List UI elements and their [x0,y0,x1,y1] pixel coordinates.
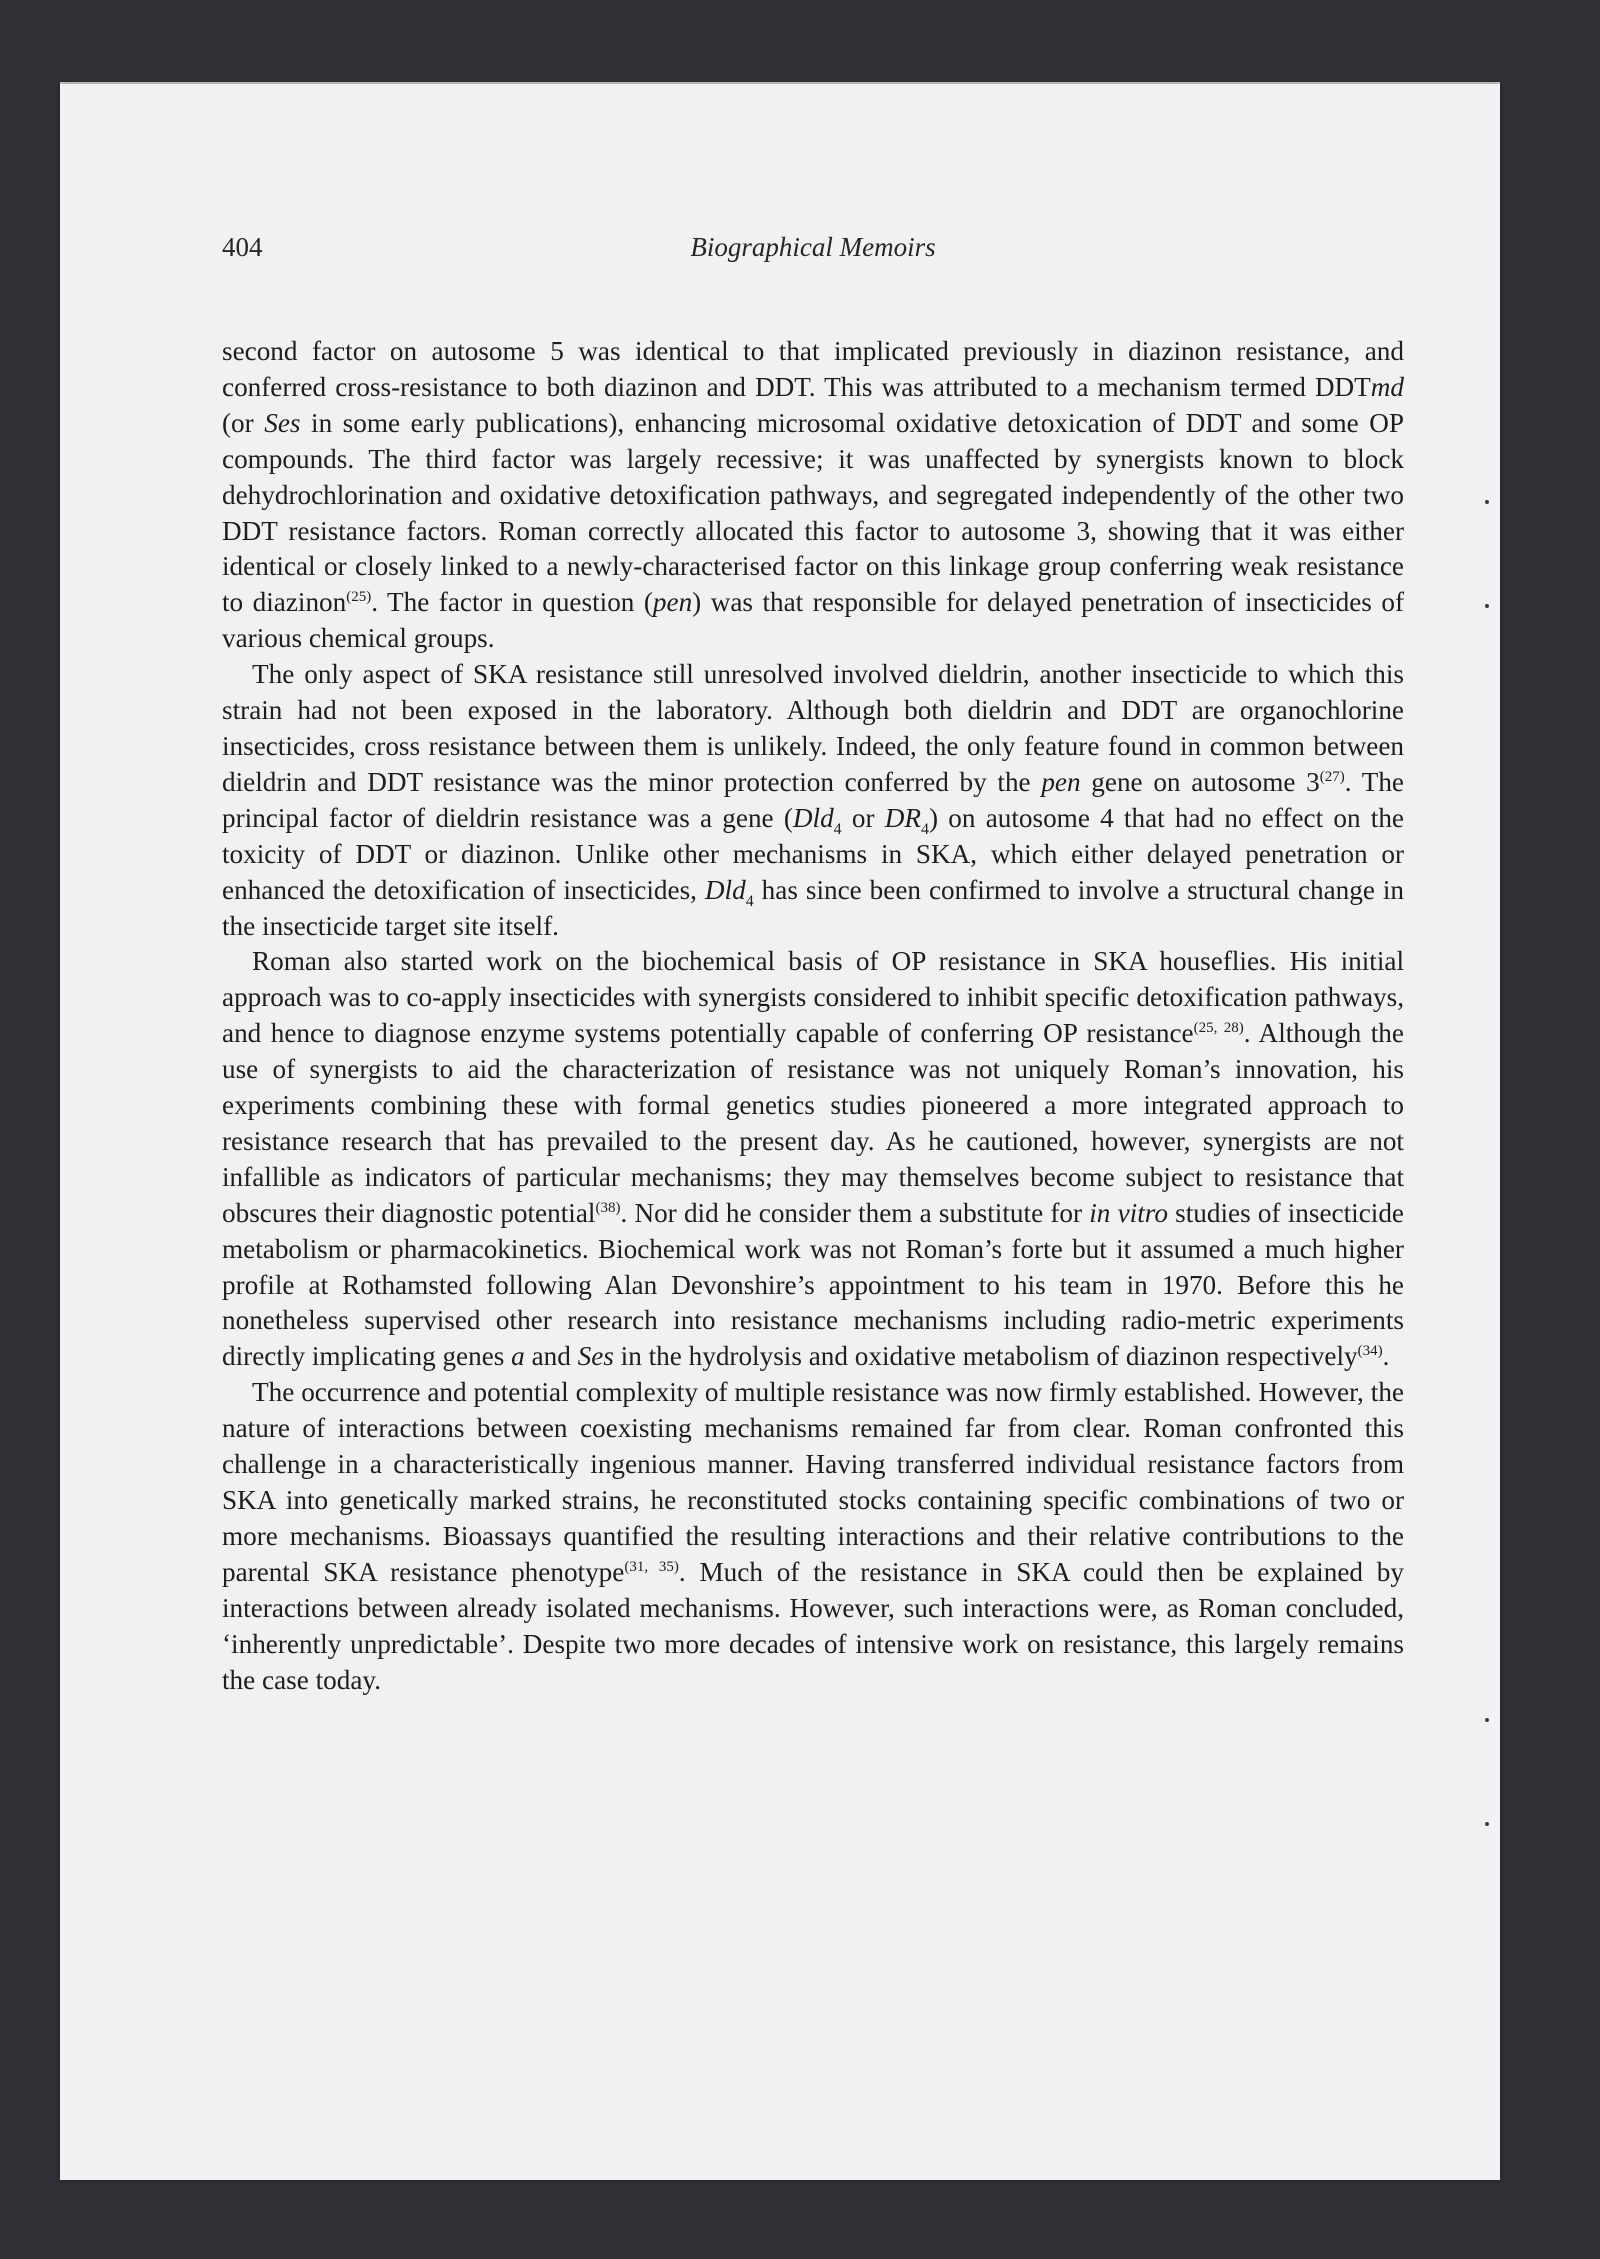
text-span: in the hydrolysis and oxidative metabolism of diazinon respectively [613,1341,1358,1372]
italic-in-vitro: in vitro [1089,1197,1168,1228]
italic-gene-dld: Dld [792,802,834,833]
text-span: . The factor in question ( [371,587,653,618]
paragraph-3 [222,944,1404,1375]
body-text [222,334,1404,1698]
page-header [222,232,1404,268]
paragraph-4 [222,1375,1404,1698]
text-span: (or [222,407,265,438]
text-span: or [841,802,885,833]
text-span: ) was that responsible for delayed penetration of insecticides of various chemical groups. [222,587,1405,654]
text-span: . [1382,1341,1390,1372]
citation-27: (27) [1319,768,1345,785]
text-span: The only aspect of SKA resistance still unresolved involved dieldrin, another insecticide to which this strain had not been exposed in the laboratory. Although both dieldrin and DDT are organochlorine insecticides, cross resistance between them is unlikely. Indeed, the only feature found in common between dieldrin and DDT resistance was the minor protection conferred by the [222,659,1404,797]
text-span: and [524,1341,578,1372]
paragraph-1 [222,334,1404,657]
citation-25-28: (25, 28) [1193,1020,1244,1037]
margin-mark [1485,1822,1489,1826]
citation-34: (34) [1357,1343,1383,1360]
subscript-4: 4 [833,820,842,838]
page-number: 404 [222,232,263,262]
italic-gene-a: a [511,1341,525,1372]
subscript-4: 4 [921,820,930,838]
text-span: . Although the use of synergists to aid the characterization of resistance was not uniquely Roman’s innovation, his experiments combining these with formal genetics studies pioneered a more integrated approach to resistance research that has prevailed to the present day. As he cautioned, however, synergists are not infallible as indicators of particular mechanisms; they may themselves become subject to resistance that obscures their diagnostic potential [222,1018,1404,1228]
italic-gene-dld: Dld [704,874,746,905]
text-span: second factor on autosome 5 was identical to that implicated previously in diazinon resistance, and conferred cross-resistance to both diazinon and DDT. This was attributed to a mechanism termed DDT [222,336,1404,402]
text-span: gene on autosome 3 [1080,766,1320,797]
text-span: in some early publications), enhancing microsomal oxidative detoxication of DDT and some OP compounds. The third factor was largely recessive; it was unaffected by synergists known to block dehydrochlorination and oxidative detoxification pathways, and segregated independently of the other two DDT resistance factors. Roman correctly allocated this factor to autosome 3, showing that it was either identical or closely linked to a newly-characterised factor on this linkage group conferring weak resistance to diazinon [222,407,1405,618]
text-span: . Much of the resistance in SKA could then be explained by interactions between already isolated mechanisms. However, such interactions were, as Roman concluded, ‘inherently unpredictable’. Despite two more decades of intensive work on resistance, this largely remains the case today. [222,1556,1404,1695]
text-span: ) on autosome 4 that had no effect on the toxicity of DDT or diazinon. Unlike other mechanisms in SKA, which either delayed penetration or enhanced the detoxification of insecticides, [222,802,1404,905]
text-span: . Nor did he consider them a substitute for [620,1197,1090,1228]
citation-25: (25) [346,589,372,606]
text-span: studies of insecticide metabolism or pharmacokinetics. Biochemical work was not Roman’s forte but it assumed a much higher profile at Rothamsted following Alan Devonshire’s appointment to his team in 1970. Before this he nonetheless supervised other research into resistance mechanisms including radio-metric experiments directly implicating genes [222,1197,1404,1372]
text-span: Roman also started work on the biochemical basis of OP resistance in SKA houseflies. His initial approach was to co-apply insecticides with synergists considered to inhibit specific detoxification pathways, and hence to diagnose enzyme systems potentially capable of conferring OP resistance [222,946,1404,1049]
margin-mark [1485,604,1489,608]
citation-38: (38) [595,1199,621,1216]
paragraph-2 [222,657,1404,944]
running-title: Biographical Memoirs [690,232,936,262]
italic-gene-ses: Ses [264,407,301,438]
subscript-4: 4 [745,892,754,910]
text-span: The occurrence and potential complexity of multiple resistance was now firmly established. However, the nature of interactions between coexisting mechanisms remained far from clear. Roman confronted this challenge in a characteristically ingenious manner. Having transferred individual resistance factors from SKA into genetically marked strains, he reconstituted stocks containing specific combinations of two or more mechanisms. Bioassays quantified the resulting interactions and their relative contributions to the parental SKA resistance phenotype [222,1377,1404,1587]
italic-gene-ses: Ses [577,1341,614,1372]
margin-mark [1485,1718,1489,1722]
text-span: has since been confirmed to involve a structural change in the insecticide target site itself. [222,874,1404,941]
margin-mark [1485,500,1489,504]
italic-gene-pen: pen [1041,766,1081,797]
text-span: . The principal factor of dieldrin resistance was a gene ( [222,766,1404,833]
italic-gene-dr: DR [884,802,922,833]
citation-31-35: (31, 35) [624,1558,679,1575]
italic-gene-pen: pen [652,587,693,618]
italic-gene-md: md [1370,371,1404,402]
